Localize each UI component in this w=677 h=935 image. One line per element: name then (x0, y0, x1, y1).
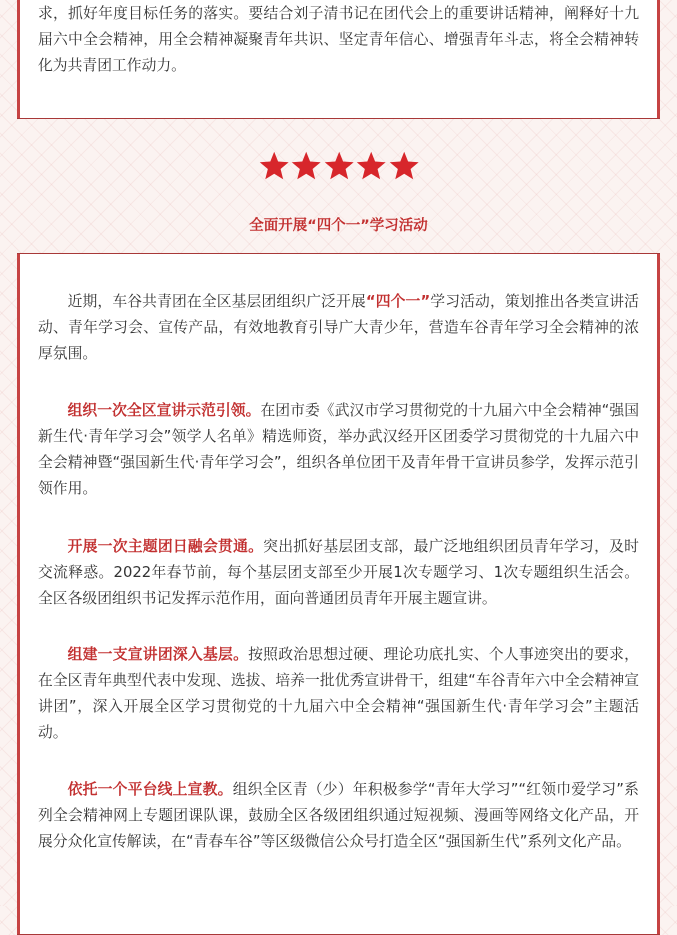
item-body-3: 按照政治思想过硬、理论功底扎实、个人事迹突出的要求，在全区青年典型代表中发现、选拔、培养一批优秀宣讲骨干，组建“车谷青年六中全会精神宣讲团”，深入开展全区学习贯彻党的十九届六中全会精神“强国新生代·青年学习会”主题活动。 (38, 646, 639, 741)
item-paragraph-4 (38, 777, 639, 855)
star-icon (389, 150, 419, 182)
previous-section-card (17, 0, 660, 119)
star-icon (356, 150, 386, 182)
item-body-2: 突出抓好基层团支部，最广泛地组织团员青年学习，及时交流释惑。2022年春节前，每个基层团支部至少开展1次专题学习、1次专题组织生活会。全区各级团组织书记发挥示范作用，面向普通团员青年开展主题宣讲。 (38, 538, 639, 607)
card-left-accent (17, 254, 20, 934)
card-right-accent (657, 0, 660, 118)
intro-paragraph (38, 289, 639, 367)
section-title: 全面开展“四个一”学习活动 (249, 218, 428, 234)
item-body-4: 组织全区青（少）年积极参学“青年大学习”“红领巾爱学习”系列全会精神网上专题团课队课，鼓励全区各级团组织通过短视频、漫画等网络文化产品，开展分众化宣传解读，在“青春车谷”等区级微信公众号打造全区“强国新生代”系列文化产品。 (38, 781, 639, 850)
item-paragraph-3 (38, 642, 639, 746)
intro-text-before: 近期，车谷共青团在全区基层团组织广泛开展 (67, 293, 366, 310)
star-icon (324, 150, 354, 182)
item-heading-2: 开展一次主题团日融会贯通。 (67, 538, 264, 555)
item-heading-3: 组建一支宣讲团深入基层。 (67, 646, 249, 663)
previous-section-text: 求，抓好年度目标任务的落实。要结合刘子清书记在团代会上的重要讲话精神，阐释好十九届六中全会精神，用全会精神凝聚青年共识、坚定青年信心、增强青年斗志，将全会精神转化为共青团工作动力。 (38, 5, 639, 74)
main-content-card (17, 253, 660, 935)
star-divider (259, 150, 419, 184)
item-paragraph-1 (38, 398, 639, 502)
item-heading-4: 依托一个平台线上宣教。 (67, 781, 233, 798)
intro-text-after: 学习活动，策划推出各类宣讲活动、青年学习会、宣传产品，有效地教育引导广大青少年，营造车谷青年学习全会精神的浓厚氛围。 (38, 293, 639, 362)
star-icon (259, 150, 289, 182)
card-left-accent (17, 0, 20, 118)
card-right-accent (657, 254, 660, 934)
intro-highlight: “四个一” (365, 293, 431, 310)
item-paragraph-2 (38, 534, 639, 612)
item-body-1: 在团市委《武汉市学习贯彻党的十九届六中全会精神“强国新生代·青年学习会”领学人名单》精选师资，举办武汉经开区团委学习贯彻党的十九届六中全会精神暨“强国新生代·青年学习会”，组织各单位团干及青年骨干宣讲员参学，发挥示范引领作用。 (38, 402, 639, 497)
star-icon (291, 150, 321, 182)
item-heading-1: 组织一次全区宣讲示范引领。 (67, 402, 261, 419)
